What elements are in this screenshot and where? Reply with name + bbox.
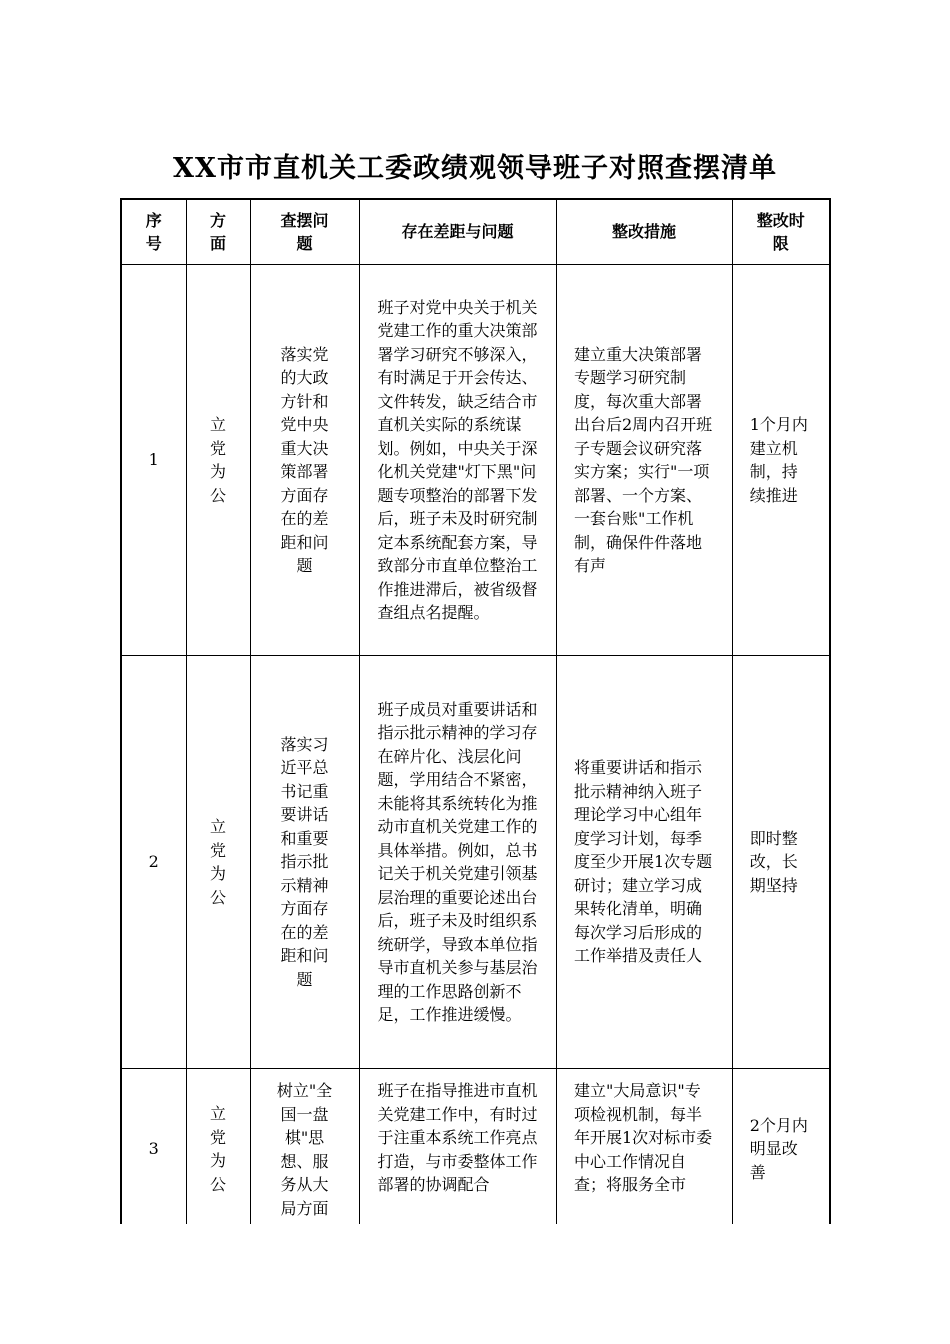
cell-problem: 班子在指导推进市直机关党建工作中，有时过于注重本系统工作亮点打造，与市委整体工作部署的协调配合: [359, 1069, 556, 1231]
page-bottom-margin: [0, 1224, 950, 1344]
header-no: 序号: [121, 199, 186, 265]
cell-aspect: 立党为公: [186, 1069, 250, 1231]
cell-limit: 即时整改，长期坚持: [732, 656, 830, 1069]
cell-no: 2: [121, 656, 186, 1069]
cell-issue: 树立"全国一盘棋"思想、服务从大局方面: [250, 1069, 359, 1231]
table-row: [121, 265, 830, 656]
cell-problem: 班子对党中央关于机关党建工作的重大决策部署学习研究不够深入，有时满足于开会传达、文件转发，缺乏结合市直机关实际的系统谋划。例如，中央关于深化机关党建"灯下黑"问题专项整治的部署下发后，班子未及时研究制定本系统配套方案，导致部分市直单位整治工作推进滞后，被省级督查组点名提醒。: [359, 265, 556, 656]
header-problem: 存在差距与问题: [359, 199, 556, 265]
cell-measure: 建立"大局意识"专项检视机制，每半年开展1次对标市委中心工作情况自查；将服务全市: [556, 1069, 732, 1231]
checklist-table: [120, 198, 831, 1231]
table-row: [121, 1069, 830, 1231]
cell-aspect: 立党为公: [186, 656, 250, 1069]
header-aspect: 方面: [186, 199, 250, 265]
header-limit: 整改时限: [732, 199, 830, 265]
cell-measure: 建立重大决策部署专题学习研究制度，每次重大部署出台后2周内召开班子专题会议研究落实方案；实行"一项部署、一个方案、一套台账"工作机制，确保件件落地有声: [556, 265, 732, 656]
header-issue: 查摆问题: [250, 199, 359, 265]
table-header-row: [121, 199, 830, 265]
cell-issue: 落实党的大政方针和党中央重大决策部署方面存在的差距和问题: [250, 265, 359, 656]
cell-no: 1: [121, 265, 186, 656]
cell-limit: 1个月内建立机制，持续推进: [732, 265, 830, 656]
cell-aspect: 立党为公: [186, 265, 250, 656]
cell-issue: 落实习近平总书记重要讲话和重要指示批示精神方面存在的差距和问题: [250, 656, 359, 1069]
cell-problem: 班子成员对重要讲话和指示批示精神的学习存在碎片化、浅层化问题，学用结合不紧密，未能将其系统转化为推动市直机关党建工作的具体举措。例如，总书记关于机关党建引领基层治理的重要论述出台后，班子未及时组织系统研学，导致本单位指导市直机关参与基层治理的工作思路创新不足，工作推进缓慢。: [359, 656, 556, 1069]
table-row: [121, 656, 830, 1069]
header-measure: 整改措施: [556, 199, 732, 265]
cell-measure: 将重要讲话和指示批示精神纳入班子理论学习中心组年度学习计划，每季度至少开展1次专题研讨；建立学习成果转化清单，明确每次学习后形成的工作举措及责任人: [556, 656, 732, 1069]
page-title: XX市市直机关工委政绩观领导班子对照查摆清单: [173, 153, 777, 184]
cell-limit: 2个月内明显改善: [732, 1069, 830, 1231]
cell-no: 3: [121, 1069, 186, 1231]
